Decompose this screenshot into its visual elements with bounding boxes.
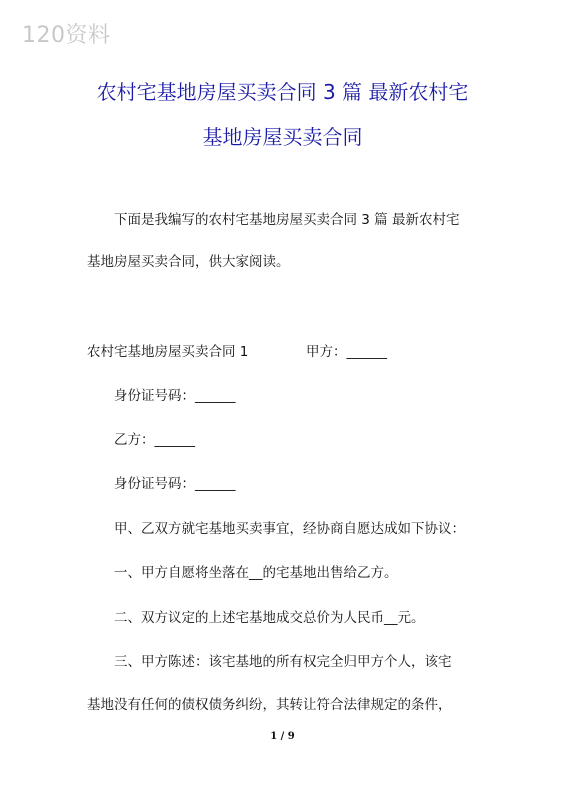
clause-3-line-1: 三、甲方陈述：该宅基地的所有权完全归甲方个人，该宅 xyxy=(114,654,452,670)
document-title-line-2: 基地房屋买卖合同 xyxy=(202,125,363,149)
id-number-b-field: 身份证号码：______ xyxy=(114,476,236,492)
document-title-line-1: 农村宅基地房屋买卖合同 3 篇 最新农村宅 xyxy=(96,80,469,104)
page-number: 1 / 9 xyxy=(270,731,295,742)
party-b-field: 乙方：______ xyxy=(114,432,195,448)
agreement-statement: 甲、乙双方就宅基地买卖事宜，经协商自愿达成如下协议： xyxy=(114,521,465,537)
watermark-logo: 120资料 xyxy=(22,23,111,48)
intro-line-2: 基地房屋买卖合同，供大家阅读。 xyxy=(87,254,290,270)
clause-2: 二、双方议定的上述宅基地成交总价为人民币__元。 xyxy=(114,610,425,626)
id-number-a-field: 身份证号码：______ xyxy=(114,388,236,404)
clause-3-line-2: 基地没有任何的债权债务纠纷，其转让符合法律规定的条件， xyxy=(87,697,452,713)
intro-line-1: 下面是我编写的农村宅基地房屋买卖合同 3 篇 最新农村宅 xyxy=(114,212,460,228)
clause-1: 一、甲方自愿将坐落在__的宅基地出售给乙方。 xyxy=(114,565,398,581)
party-a-field: 甲方：______ xyxy=(306,344,387,360)
contract-heading: 农村宅基地房屋买卖合同 1 xyxy=(87,344,249,360)
